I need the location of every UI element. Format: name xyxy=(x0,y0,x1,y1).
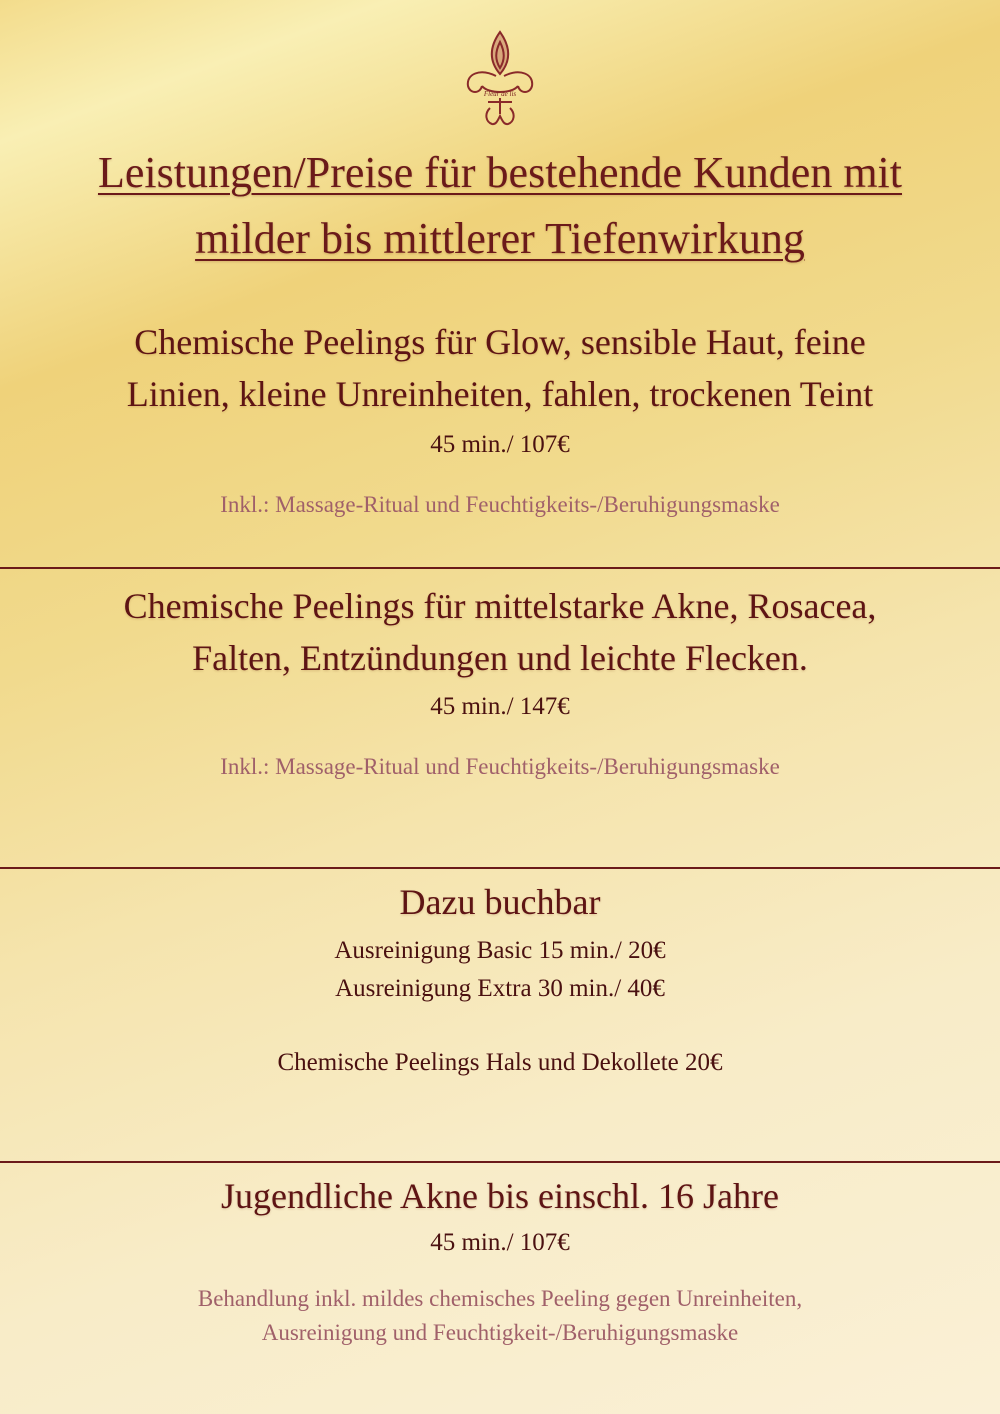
section-heading-line: Falten, Entzündungen und leichte Flecken. xyxy=(192,638,808,678)
section-price: 45 min./ 107€ xyxy=(430,1229,570,1256)
section-addons xyxy=(0,876,1000,1082)
addon-item: Ausreinigung Extra 30 min./ 40€ xyxy=(335,975,665,1002)
section-heading: Jugendliche Akne bis einschl. 16 Jahre xyxy=(221,1176,779,1216)
section-heading-line: Linien, kleine Unreinheiten, fahlen, trockenen Teint xyxy=(126,374,874,414)
section-youth-acne xyxy=(0,1170,1000,1350)
page-title-line: milder bis mittlerer Tiefenwirkung xyxy=(195,214,805,263)
page-title-line: Leistungen/Preise für bestehende Kunden mit xyxy=(97,148,902,197)
section-acne-peeling xyxy=(0,580,1000,784)
section-price: 45 min./ 147€ xyxy=(430,693,570,720)
section-note: Inkl.: Massage-Ritual und Feuchtigkeits-/Beruhigungsmaske xyxy=(220,492,780,517)
divider xyxy=(0,867,1000,869)
logo-text: Fleur de lis xyxy=(483,90,517,98)
section-heading: Dazu buchbar xyxy=(399,882,601,922)
section-heading-line: Chemische Peelings für mittelstarke Akne, Rosacea, xyxy=(123,586,877,626)
fleur-de-lis-icon xyxy=(460,28,540,132)
divider xyxy=(0,1161,1000,1163)
page-title xyxy=(0,140,1000,272)
section-price: 45 min./ 107€ xyxy=(430,431,570,458)
section-note-line: Ausreinigung und Feuchtigkeit-/Beruhigungsmaske xyxy=(261,1320,739,1345)
section-note: Inkl.: Massage-Ritual und Feuchtigkeits-/Beruhigungsmaske xyxy=(220,754,780,779)
section-note-line: Behandlung inkl. mildes chemisches Peeling gegen Unreinheiten, xyxy=(197,1286,803,1311)
addon-extra: Chemische Peelings Hals und Dekollete 20€ xyxy=(277,1049,723,1076)
section-heading-line: Chemische Peelings für Glow, sensible Haut, feine xyxy=(134,322,866,362)
addon-item: Ausreinigung Basic 15 min./ 20€ xyxy=(334,937,666,964)
section-glow-peeling xyxy=(0,316,1000,522)
divider xyxy=(0,567,1000,569)
